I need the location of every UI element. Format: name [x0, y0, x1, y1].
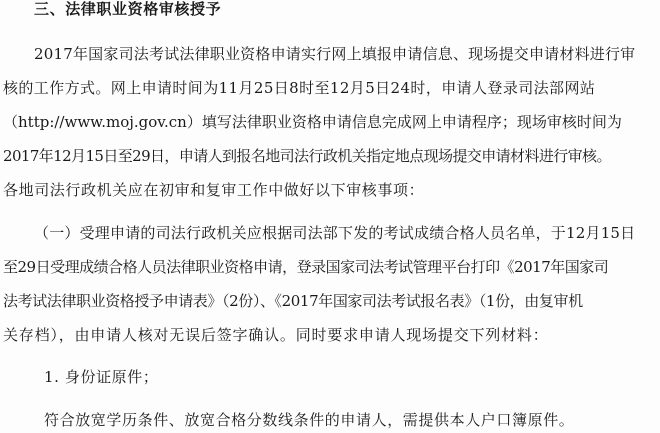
- paragraph-2-line-2: 至29日受理成绩合格人员法律职业资格申请，登录国家司法考试管理平台打印《2017年国家司: [3, 258, 609, 276]
- paragraph-1-line-1: 2017年国家司法考试法律职业资格申请实行网上填报申请信息、现场提交申请材料进行审: [34, 45, 636, 63]
- paragraph-1-line-4: 2017年12月15日至29日，申请人到报名地司法行政机关指定地点现场提交申请材料进行审核。: [3, 147, 611, 165]
- paragraph-1-line-2: 核的工作方式。网上申请时间为11月25日8时至12月5日24时，申请人登录司法部网站: [3, 79, 596, 97]
- paragraph-1-line-5: 各地司法行政机关应在初审和复审工作中做好以下审核事项：: [3, 181, 425, 199]
- paragraph-2-line-3: 法考试法律职业资格授予申请表》（2份）、《2017年国家司法考试报名表》（1份，由复审机: [3, 292, 583, 310]
- paragraph-1-line-3: （http://www.moj.gov.cn）填写法律职业资格申请信息完成网上申请程序；现场审核时间为: [3, 113, 622, 131]
- paragraph-3: 符合放宽学历条件、放宽合格分数线条件的申请人，需提供本人户口簿原件。: [44, 411, 575, 429]
- paragraph-2-line-4: 关存档），由申请人核对无误后签字确认。同时要求申请人现场提交下列材料：: [3, 326, 549, 344]
- section-heading: 三、法律职业资格审核授予: [34, 0, 222, 18]
- list-item-1: 1. 身份证原件；: [44, 368, 159, 386]
- paragraph-2-line-1: （一）受理申请的司法行政机关应根据司法部下发的考试成绩合格人员名单，于12月15日: [34, 224, 636, 242]
